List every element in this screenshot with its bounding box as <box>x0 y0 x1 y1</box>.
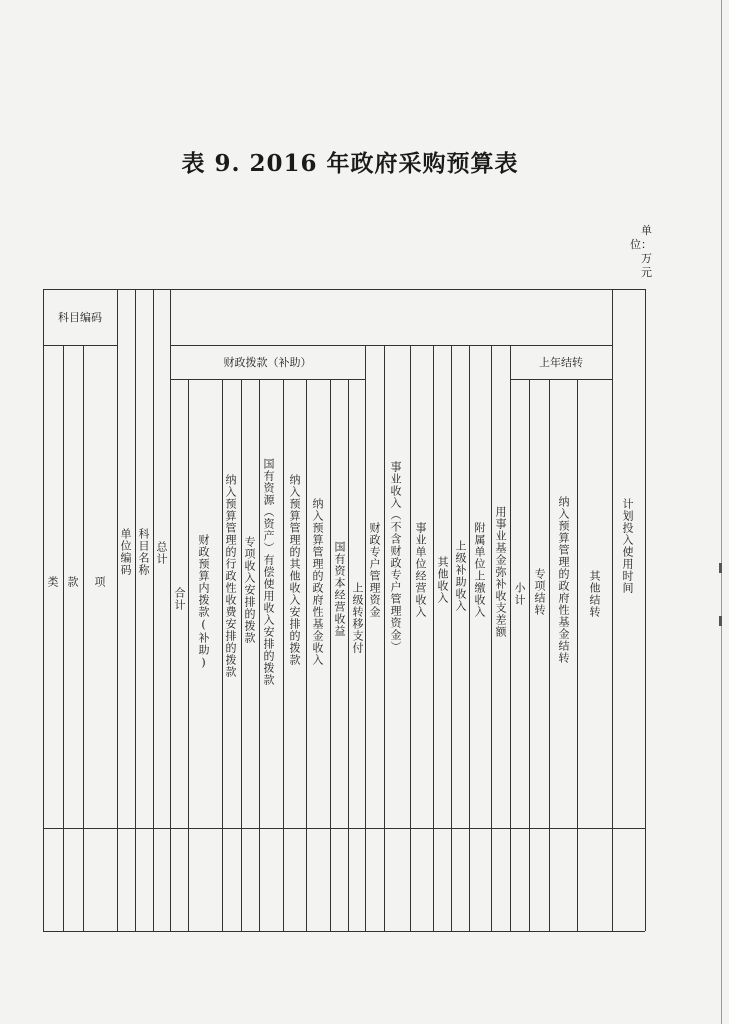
column-rule <box>241 379 242 931</box>
column-rule <box>259 379 260 931</box>
column-rule <box>330 379 331 931</box>
header-plan-time: 计划投入使用时间 <box>621 498 634 594</box>
header-rule <box>43 345 117 346</box>
unit-line: 元 <box>641 266 652 279</box>
column-rule <box>491 345 492 931</box>
column-rule <box>451 345 452 931</box>
column-rule <box>529 379 530 931</box>
table-border-bottom <box>43 931 645 932</box>
header-affiliated: 附属单位上缴收入 <box>473 522 486 618</box>
header-operating-income: 事业单位经营收入 <box>414 522 427 618</box>
header-business-income: 事业收入（不含财政专户管理资金） <box>389 461 402 653</box>
column-rule <box>549 379 550 931</box>
header-gov-fund: 纳入预算管理的政府性基金收入 <box>311 498 324 666</box>
column-rule <box>306 379 307 931</box>
column-rule <box>153 289 154 931</box>
column-rule <box>222 379 223 931</box>
header-subject-code: 科目编码 <box>58 311 102 324</box>
unit-line: 单 <box>641 224 652 237</box>
column-rule <box>365 345 366 931</box>
header-other-carry: 其他结转 <box>588 570 601 618</box>
header-unit-code: 单位编码 <box>119 528 132 576</box>
table-border-top <box>43 289 645 290</box>
header-xiang: 项 <box>93 576 106 588</box>
header-transfer: 上级转移支付 <box>351 582 364 654</box>
column-rule <box>135 289 136 931</box>
header-bottom-rule <box>43 828 645 829</box>
header-rule <box>170 379 365 380</box>
unit-line: 万 <box>641 252 652 265</box>
header-heji: 合计 <box>173 587 186 611</box>
header-subject-name: 科目名称 <box>137 528 150 576</box>
column-rule <box>117 289 118 931</box>
header-state-asset: 国有资源（资产）有偿使用收入安排的拨款 <box>262 458 275 686</box>
column-rule <box>170 289 171 931</box>
header-deficit: 用事业基金弥补收支差额 <box>494 506 507 638</box>
column-rule <box>612 289 613 931</box>
column-rule <box>63 345 64 931</box>
column-rule <box>577 379 578 931</box>
header-rule <box>170 345 612 346</box>
header-total: 总计 <box>155 541 168 565</box>
table-border-right <box>645 289 646 931</box>
column-rule <box>410 345 411 931</box>
header-subsidy: 上级补助收入 <box>454 540 467 612</box>
header-admin-fee: 纳入预算管理的行政性收费安排的拨款 <box>224 474 237 678</box>
column-rule <box>348 379 349 931</box>
header-kuan: 款 <box>66 576 79 588</box>
header-subtotal: 小计 <box>513 582 526 606</box>
column-rule <box>469 345 470 931</box>
header-budget-inner: 财政预算内拨款(补助) <box>197 534 210 670</box>
column-rule <box>384 345 385 931</box>
header-carryover-group: 上年结转 <box>539 356 583 369</box>
column-rule <box>188 379 189 931</box>
column-rule <box>83 345 84 931</box>
header-gov-fund-carry: 纳入预算管理的政府性基金结转 <box>557 496 570 664</box>
header-special-fund: 财政专户管理资金 <box>368 522 381 618</box>
column-rule <box>283 379 284 931</box>
column-rule <box>433 345 434 931</box>
header-rule <box>510 379 612 380</box>
header-fiscal-group: 财政拨款（补助） <box>223 356 312 369</box>
column-rule <box>510 345 511 931</box>
page-seam-mark <box>719 563 722 573</box>
header-other-income: 纳入预算管理的其他收入安排的拨款 <box>288 474 301 666</box>
header-lei: 类 <box>46 576 59 588</box>
page-title: 表 9. 2016 年政府采购预算表 <box>181 150 519 177</box>
table-border-left <box>43 289 44 931</box>
header-state-capital: 国有资本经营收益 <box>333 541 346 637</box>
header-other-rev: 其他收入 <box>436 556 449 604</box>
header-special-carry: 专项结转 <box>533 568 546 616</box>
header-special-income: 专项收入安排的拨款 <box>243 536 256 644</box>
unit-line: 位： <box>630 238 652 251</box>
page-seam-mark <box>719 616 722 626</box>
